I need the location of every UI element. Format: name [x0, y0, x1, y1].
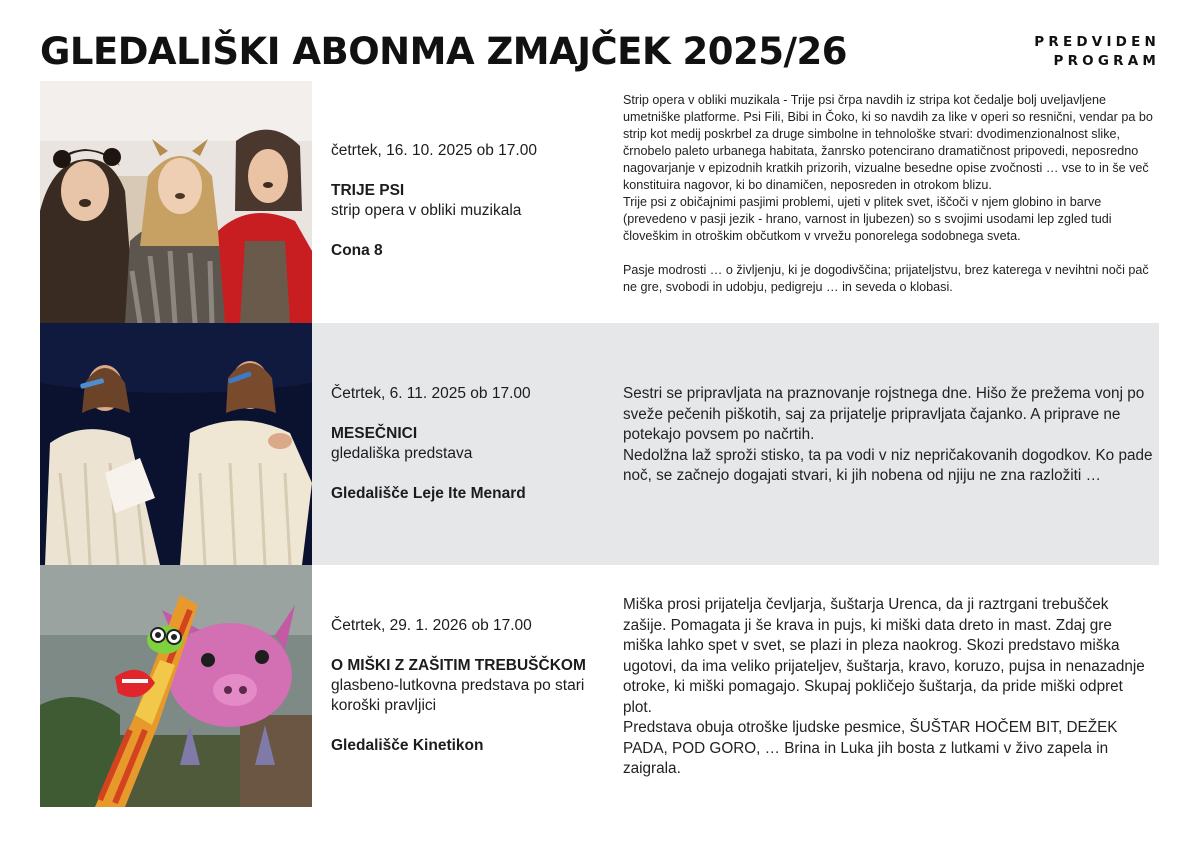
three-performers-dog-costumes-photo [40, 81, 312, 323]
description-paragraph: Predstava obuja otroške ljudske pesmice, ŠUŠTAR HOČEM BIT, DEŽEK PADA, POD GORO, … Brina in Luka jih bosta z lutkami v živo zapela in zaigrala. [623, 719, 1118, 777]
subtitle-line-2: PROGRAM [1053, 53, 1160, 69]
event-row-trije-psi [40, 81, 1159, 323]
event-description [623, 92, 1155, 296]
description-paragraph: Miška prosi prijatelja čevljarja, šuštarja Urenca, da ji raztrgani trebušček zašije. Pomagata ji še krava in pujs, ki miški data dreto in mast. Zdaj gre miška lahko spet v svet, se plazi in pleza naokrog. Skozi predstavo miška ugotovi, da ima veliko prijateljev, šuštarja, kravo, koruzo, pujsa in nenazadnje otroke, ki miški pomagajo. Skupaj pokličejo šuštarja, da pride miški odpret plot. [623, 596, 1145, 716]
event-date: Četrtek, 29. 1. 2026 ob 17.00 [331, 617, 532, 634]
event-date: četrtek, 16. 10. 2025 ob 17.00 [331, 142, 537, 159]
two-actresses-nightgowns-photo [40, 323, 312, 565]
event-title: MESEČNICI [331, 425, 418, 442]
description-paragraph: Strip opera v obliki muzikala - Trije psi črpa navdih iz stripa kot čedalje bolj uveljavljene umetniške platforme. Psi Fili, Bibi in Čoko, ki so navdih za like v operi so resnični, vendar pa bo strip kot medij poskrbel za druge simbolne in tehnološke stvari: dvodimenzionalnost slike, črnobelo paleto urbanega habitata, žanrsko potencirano dramatičnost pripovedi, neposredno nagovarjanje v epizodnih kratkih prizorih, vizualne besedne opise zvočnosti … vse to in še več konstituira nagovor, ki bo dinamičen, neposreden in otrokom blizu. [623, 93, 1153, 192]
page-subtitle [960, 33, 1160, 71]
event-genre: strip opera v obliki muzikala [331, 202, 522, 219]
description-paragraph: Sestri se pripravljata na praznovanje rojstnega dne. Hišo že prežema vonj po sveže pečenih piškotih, saj za prijatelje pripravljata čajanko. A priprave ne potekajo povsem po načrtih. [623, 385, 1145, 443]
event-description [623, 595, 1155, 780]
event-date: Četrtek, 6. 11. 2025 ob 17.00 [331, 385, 531, 402]
page-title: GLEDALIŠKI ABONMA ZMAJČEK 2025/26 [40, 30, 847, 73]
event-venue: Gledališče Kinetikon [331, 737, 484, 754]
event-row-o-miski [40, 565, 1159, 807]
event-genre: glasbeno-lutkovna predstava po stari koroški pravljici [331, 677, 585, 714]
event-description [623, 384, 1155, 487]
event-row-mesecnici [40, 323, 1159, 565]
event-venue: Gledališče Leje Ite Menard [331, 485, 526, 502]
event-genre: gledališka predstava [331, 445, 473, 462]
description-paragraph: Nedolžna laž sproži stisko, ta pa vodi v niz nepričakovanih dogodkov. Ko pade noč, se začnejo dogajati stvari, ki jih nobena od njiju ne zna razložiti … [623, 446, 1153, 484]
event-info [331, 616, 621, 756]
subtitle-line-1: PREDVIDEN [1034, 34, 1160, 50]
description-paragraph: Trije psi z običajnimi pasjimi problemi, ujeti v plitek svet, iščoči v njem globino in barve (prevedeno v pasji jezik - hrano, varnost in ljubezen) so s svojimi usodami lep zgled tudi človeškim in otroškim občutkom v vrvežu ponorelega sodobnega sveta. [623, 195, 1112, 243]
event-info [331, 141, 621, 261]
puppets-corn-and-pig-photo [40, 565, 312, 807]
event-info [331, 384, 621, 504]
event-venue: Cona 8 [331, 242, 383, 259]
description-paragraph: Pasje modrosti … o življenju, ki je dogodivščina; prijateljstvu, brez katerega v nevihtni noči pač ne gre, svobodi in udobju, pedigreju … in seveda o klobasi. [623, 263, 1149, 294]
event-title: TRIJE PSI [331, 182, 405, 199]
event-title: O MIŠKI Z ZAŠITIM TREBUŠČKOM [331, 657, 586, 674]
